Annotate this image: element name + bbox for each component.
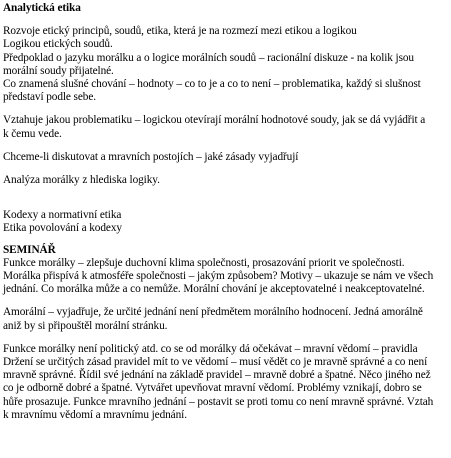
spacer: [3, 141, 448, 151]
document-body: [3, 2, 448, 422]
list-line: Kodexy a normativní etika: [3, 209, 122, 222]
funkce-line: Držení se určitých zásad pravidel mít to ve vědomí – musí vědět co je mravně správné a co není: [3, 356, 428, 369]
seminar-heading: SEMINÁŘ: [3, 243, 56, 256]
spacer: [3, 15, 448, 25]
amoralni-line: aniž by si připouštěl morální stránku.: [3, 319, 168, 332]
intro-line: morální soudy přijatelné.: [3, 64, 114, 77]
spacer: [3, 296, 448, 306]
seminar-line: jednání. Co morálka může a co nemůže. Morální chování je akceptovatelné i neakceptovatelné.: [3, 283, 425, 296]
intro-line: Předpoklad o jazyku morálku a o logice morálních soudů – racionální diskuze - na kolik jsou: [3, 51, 414, 64]
list-line: Etika povolování a kodexy: [3, 222, 122, 235]
seminar-line: Funkce morálky – zlepšuje duchovní klima společnosti, prosazování priorit ve společnosti.: [3, 256, 405, 269]
seminar-line: Morálka přispívá k atmosféře společnosti – jakým způsobem? Motivy – ukazuje se nám ve všech: [3, 270, 434, 283]
diskutovat-line: Chceme-li diskutovat a mravních postojích – jaké zásady vyjadřují: [3, 150, 299, 163]
funkce-line: k mravnímu vědomí a mravnímu jednání.: [3, 408, 187, 421]
intro-line: Co znamená slušné chování – hodnoty – co to je a co to není – problematika, každý si slušnost: [3, 78, 421, 91]
spacer: [3, 104, 448, 114]
problematika-line: k čemu vede.: [3, 127, 62, 140]
intro-line: Logikou etických soudů.: [3, 38, 113, 51]
intro-line: Rozvoje etický principů, soudů, etika, která je na rozmezí mezi etikou a logikou: [3, 25, 357, 38]
funkce-line: mravně správné. Řídil své jednání na základě pravidel – mravně dobré a špatné. Něco jiného než: [3, 369, 431, 382]
funkce-line: co je odborně dobré a špatné. Vytvářet upevňovat mravní vědomí. Problémy vznikají, dobro se: [3, 382, 422, 395]
funkce-line: hůře prosazuje. Funkce mravního jednání – postavit se proti tomu co není mravně správné. Vztah: [3, 395, 434, 408]
document-title: Analytická etika: [3, 2, 81, 14]
funkce-line: Funkce morálky není politický atd. co se od morálky dá očekávat – mravní vědomí – pravidla: [3, 342, 418, 355]
problematika-line: Vztahuje jakou problematiku – logickou otevírají morální hodnotové soudy, jak se dá vyjádřit a: [3, 114, 426, 127]
amoralni-line: Amorální – vyjadřuje, že určité jednání není předmětem morálního hodnocení. Jedná amorálně: [3, 306, 423, 319]
analyza-line: Analýza morálky z hlediska logiky.: [3, 174, 160, 187]
intro-line: představí podle sebe.: [3, 91, 96, 104]
spacer: [3, 236, 448, 244]
spacer: [3, 333, 448, 343]
spacer: [3, 187, 448, 209]
spacer: [3, 164, 448, 174]
